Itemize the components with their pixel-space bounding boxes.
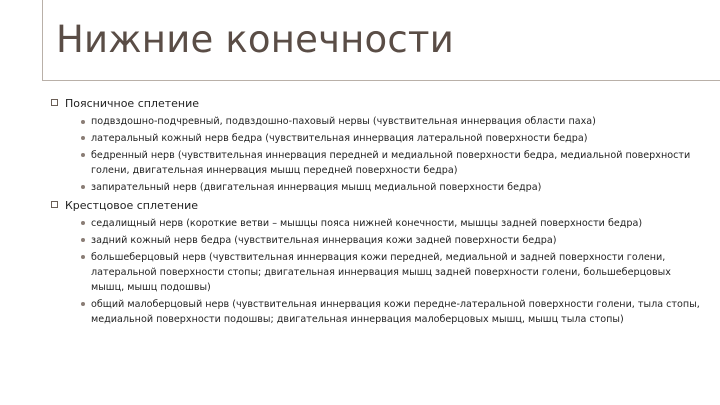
list-item-text: подвздошно-подчревный, подвздошно-паховый нервы (чувствительная иннервация области паха) xyxy=(91,116,596,127)
lumbar-plexus-list xyxy=(51,114,703,195)
list-item xyxy=(51,216,703,231)
dot-bullet-icon xyxy=(81,221,85,225)
section-label: Поясничное сплетение xyxy=(65,97,200,110)
list-item xyxy=(51,233,703,248)
list-item xyxy=(51,180,703,195)
list-item xyxy=(51,297,703,328)
square-bullet-icon xyxy=(51,201,58,208)
title-vertical-rule xyxy=(42,0,43,80)
sacral-plexus-list xyxy=(51,216,703,328)
dot-bullet-icon xyxy=(81,302,85,306)
list-item xyxy=(51,114,703,129)
slide-content xyxy=(51,96,703,331)
dot-bullet-icon xyxy=(81,255,85,259)
dot-bullet-icon xyxy=(81,238,85,242)
list-item-text: бедренный нерв (чувствительная иннервация передней и медиальной поверхности бедра, медиальной поверхности голени, двигательная иннервация мышц передней поверхности бедра) xyxy=(91,149,691,176)
section-lumbar-plexus xyxy=(51,96,703,111)
dot-bullet-icon xyxy=(81,120,85,124)
list-item-text: общий малоберцовый нерв (чувствительная иннервация кожи передне-латеральной поверхности голени, тыла стопы, медиальной поверхности подошвы; двигательная иннервация малоберцовых мышц, мышц тыла стопы) xyxy=(91,298,700,326)
list-item-text: седалищный нерв (короткие ветви – мышцы пояса нижней конечности, мышцы задней поверхности бедра) xyxy=(91,217,643,229)
list-item-text: запирательный нерв (двигательная иннервация мышц медиальной поверхности бедра) xyxy=(91,181,542,193)
section-sacral-plexus xyxy=(51,198,703,213)
list-item-text: большеберцовый нерв (чувствительная иннервация кожи передней, медиальной и задней поверхности голени, латеральной поверхности стопы; двигательная иннервация мышц задней поверхности голени, большеберцовых мышц, мышц подошвы) xyxy=(91,251,671,294)
list-item xyxy=(51,148,703,179)
section-label: Крестцовое сплетение xyxy=(65,198,199,212)
dot-bullet-icon xyxy=(81,185,85,189)
slide-title: Нижние конечности xyxy=(56,18,454,61)
title-horizontal-rule xyxy=(42,80,720,81)
list-item xyxy=(51,131,703,146)
list-item-text: латеральный кожный нерв бедра (чувствительная иннервация латеральной поверхности бедра) xyxy=(91,132,588,144)
square-bullet-icon xyxy=(51,99,58,106)
list-item xyxy=(51,250,703,296)
dot-bullet-icon xyxy=(81,153,85,157)
dot-bullet-icon xyxy=(81,136,85,140)
list-item-text: задний кожный нерв бедра (чувствительная иннервация кожи задней поверхности бедра) xyxy=(91,234,557,246)
